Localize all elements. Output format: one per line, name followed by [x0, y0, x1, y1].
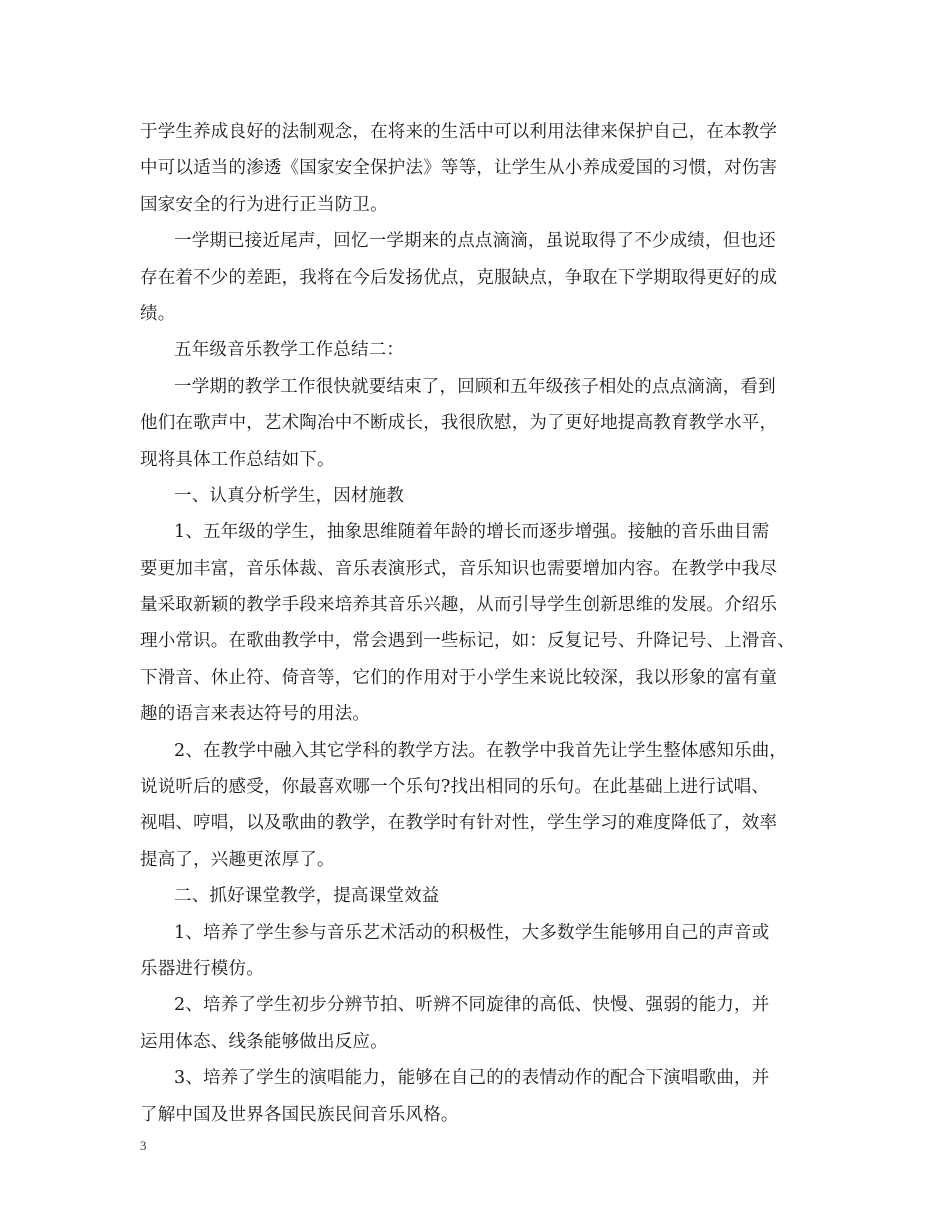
text-line: 2、培养了学生初步分辨节拍、听辨不同旋律的高低、快慢、强弱的能力，并: [174, 995, 770, 1016]
text-line: 2、在教学中融入其它学科的教学方法。在教学中我首先让学生整体感知乐曲，: [174, 740, 788, 761]
document-body: [140, 114, 825, 1133]
text-line: 理小常识。在歌曲教学中，常会遇到一些标记，如：反复记号、升降记号、上滑音、: [140, 631, 795, 652]
text-line: 下滑音、休止符、倚音等，它们的作用对于小学生来说比较深，我以形象的富有童: [140, 667, 778, 688]
text-line: 一学期的教学工作很快就要结束了，回顾和五年级孩子相处的点点滴滴，看到: [174, 376, 776, 397]
page-number: 3: [140, 1138, 147, 1153]
text-line: 运用体态、线条能够做出反应。: [140, 1031, 388, 1052]
text-line: 1、培养了学生参与音乐艺术活动的积极性，大多数学生能够用自己的声音或: [174, 922, 770, 943]
text-line: 中可以适当的渗透《国家安全保护法》等等，让学生从小养成爱国的习惯，对伤害: [140, 158, 778, 179]
text-line: 绩。: [140, 303, 176, 324]
text-line: 他们在歌声中，艺术陶冶中不断成长，我很欣慰，为了更好地提高教育教学水平，: [140, 413, 778, 434]
text-line: 国家安全的行为进行正当防卫。: [140, 194, 388, 215]
text-line: 1、五年级的学生，抽象思维随着年龄的增长而逐步增强。接触的音乐曲目需: [174, 522, 770, 543]
text-line: 了解中国及世界各国民族民间音乐风格。: [140, 1104, 459, 1125]
section-heading: 一、认真分析学生，因材施教: [174, 485, 405, 506]
text-line: 提高了，兴趣更浓厚了。: [140, 849, 335, 870]
section-heading: 二、抓好课堂教学，提高课堂效益: [174, 886, 440, 907]
text-line: 趣的语言来表达符号的用法。: [140, 704, 371, 725]
text-line: 视唱、哼唱，以及歌曲的教学，在教学时有针对性，学生学习的难度降低了，效率: [140, 813, 778, 834]
text-line: 存在着不少的差距，我将在今后发扬优点，克服缺点，争取在下学期取得更好的成: [140, 267, 778, 288]
text-line: 一学期已接近尾声，回忆一学期来的点点滴滴，虽说取得了不少成绩，但也还: [174, 231, 776, 252]
text-line: 现将具体工作总结如下。: [140, 449, 335, 470]
section-heading: 五年级音乐教学工作总结二：: [174, 340, 405, 361]
text-line: 于学生养成良好的法制观念，在将来的生活中可以利用法律来保护自己，在本教学: [140, 122, 778, 142]
text-line: 说说听后的感受，你最喜欢哪一个乐句?找出相同的乐句。在此基础上进行试唱、: [140, 777, 770, 798]
text-line: 乐器进行模仿。: [140, 958, 264, 979]
text-line: 要更加丰富，音乐体裁、音乐表演形式，音乐知识也需要增加内容。在教学中我尽: [140, 558, 778, 579]
text-line: 量采取新颖的教学手段来培养其音乐兴趣，从而引导学生创新思维的发展。介绍乐: [140, 595, 778, 616]
text-line: 3、培养了学生的演唱能力，能够在自己的的表情动作的配合下演唱歌曲，并: [174, 1068, 770, 1089]
